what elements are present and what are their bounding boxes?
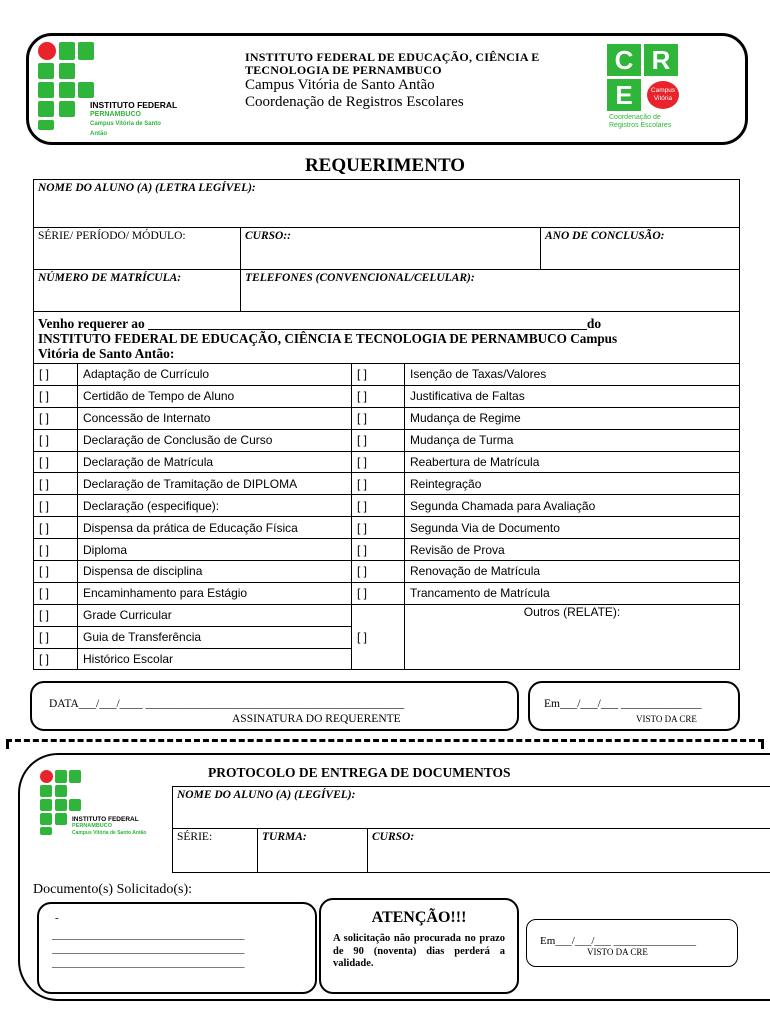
checkbox[interactable]: [ ] [352,364,405,386]
cre-logo [607,44,697,134]
ifpe-logo-small [40,770,160,840]
item-row [34,539,740,561]
institution-block [245,51,540,111]
protocol-series-field[interactable] [173,829,258,873]
series-label: SÉRIE/ PERÍODO/ MÓDULO: [38,230,186,242]
cre-visa-date-line[interactable]: Em___/___/___ ______________ [544,698,702,710]
enrollment-number-label: NÚMERO DE MATRÍCULA: [38,272,182,284]
checkbox[interactable]: [ ] [34,626,78,648]
checkbox-outros[interactable]: [ ] [352,604,405,670]
item-label: Grade Curricular [78,604,352,626]
protocol-class-label: TURMA: [262,831,307,843]
coordination-name: Coordenação de Registros Escolares [245,94,464,110]
protocol-cre-visa-box [526,919,738,967]
attention-title: ATENÇÃO!!! [371,909,467,926]
request-line-1: Venho requerer ao _________________________________________________________________do [38,316,602,331]
protocol-title: PROTOCOLO DE ENTREGA DE DOCUMENTOS [208,765,511,780]
cre-caption-line-2: Registros Escolares [609,122,672,129]
protocol-course-label: CURSO: [372,831,415,843]
item-row [34,561,740,583]
checkbox[interactable]: [ ] [34,539,78,561]
item-label: Histórico Escolar [78,648,352,670]
item-row [34,604,740,626]
course-field[interactable] [241,228,541,270]
cre-letter-c: C [607,44,641,76]
checkbox[interactable]: [ ] [34,582,78,604]
protocol-course-field[interactable] [368,829,770,873]
item-label: Isenção de Taxas/Valores [405,364,740,386]
item-label: Diploma [78,539,352,561]
logo-campus: Campus Vitória de Santo Antão [90,121,161,137]
checkbox[interactable]: [ ] [352,495,405,517]
phones-label: TELEFONES (CONVENCIONAL/CELULAR): [245,272,475,284]
item-label: Concessão de Internato [78,407,352,429]
cre-visa-caption: VISTO DA CRE [636,714,697,724]
item-label: Declaração de Matrícula [78,451,352,473]
checkbox[interactable]: [ ] [352,473,405,495]
enrollment-number-field[interactable] [34,270,241,312]
item-label: Reabertura de Matrícula [405,451,740,473]
item-row [34,517,740,539]
protocol-series-label: SÉRIE: [177,831,213,843]
item-label: Trancamento de Matrícula [405,582,740,604]
item-row [34,473,740,495]
item-label: Segunda Via de Documento [405,517,740,539]
conclusion-year-field[interactable] [541,228,740,270]
cre-caption [609,114,671,130]
request-statement [34,312,740,364]
checkbox[interactable]: [ ] [34,364,78,386]
logo-name: INSTITUTO FEDERAL [90,100,178,110]
logo-state: PERNAMBUCO [90,111,141,118]
signature-caption: ASSINATURA DO REQUERENTE [232,713,401,725]
checkbox[interactable]: [ ] [34,648,78,670]
item-label: Declaração (especifique): [78,495,352,517]
item-row [34,582,740,604]
checkbox[interactable]: [ ] [352,451,405,473]
checkbox[interactable]: [ ] [34,429,78,451]
checkbox[interactable]: [ ] [352,385,405,407]
cut-line [6,739,764,742]
checkbox[interactable]: [ ] [34,561,78,583]
conclusion-year-label: ANO DE CONCLUSÃO: [545,230,665,242]
checkbox[interactable]: [ ] [352,407,405,429]
checkbox[interactable]: [ ] [352,517,405,539]
logo-red-dot [38,42,56,60]
institution-line-2: TECNOLOGIA DE PERNAMBUCO [245,63,442,77]
item-label: Segunda Chamada para Avaliação [405,495,740,517]
cre-letter-r: R [644,44,678,76]
item-label: Mudança de Regime [405,407,740,429]
item-label: Justificativa de Faltas [405,385,740,407]
protocol-visa-date-line[interactable]: Em___/___/___ _______________ [540,935,697,947]
item-label: Dispensa da prática de Educação Física [78,517,352,539]
doc-line-2: ___________________________________ [52,943,245,955]
logo-small-campus: Campus Vitória de Santo Antão [72,830,147,836]
checkbox[interactable]: [ ] [34,385,78,407]
item-row [34,385,740,407]
course-label: CURSO:: [245,230,292,242]
checkbox[interactable]: [ ] [34,517,78,539]
phones-field[interactable] [241,270,740,312]
checkbox[interactable]: [ ] [352,561,405,583]
request-items-table [33,363,740,670]
outros-field[interactable] [405,604,740,670]
checkbox[interactable]: [ ] [352,429,405,451]
student-name-field[interactable] [34,180,740,228]
item-label: Dispensa de disciplina [78,561,352,583]
cre-visa-box [528,681,740,731]
protocol-info-table [172,786,770,873]
item-label: Adaptação de Currículo [78,364,352,386]
item-label: Mudança de Turma [405,429,740,451]
doc-line-1: ___________________________________ [52,929,245,941]
signature-box [30,681,519,731]
requested-documents-box[interactable] [37,902,317,994]
cre-letter-e: E [607,79,641,111]
doc-line-3: ___________________________________ [52,957,245,969]
item-row [34,407,740,429]
outros-label: Outros (RELATE): [523,604,621,619]
page-title: REQUERIMENTO [304,155,466,176]
student-name-label: NOME DO ALUNO (A) (LETRA LEGÍVEL): [38,182,256,194]
cre-caption-line-1: Coordenação de [609,114,661,121]
checkbox[interactable]: [ ] [34,473,78,495]
item-label: Encaminhamento para Estágio [78,582,352,604]
campus-name: Campus Vitória de Santo Antão [245,77,435,93]
logo-small-name: INSTITUTO FEDERAL [72,816,139,823]
item-row [34,364,740,386]
item-label: Guia de Transferência [78,626,352,648]
doc-dash: - [55,912,59,924]
cre-badge: Campus Vitória [647,81,679,109]
item-row [34,429,740,451]
doc-lines [52,928,245,970]
cut-line-right-tick [761,739,764,749]
series-field[interactable] [34,228,241,270]
date-signature-line[interactable]: DATA___/___/____ _____________________________________________ [49,698,405,710]
checkbox[interactable]: [ ] [352,582,405,604]
cut-line-left-tick [6,739,9,749]
item-label: Revisão de Prova [405,539,740,561]
attention-text: A solicitação não procurada no prazo de 90 (noventa) dias perderá a validade. [333,933,505,969]
item-label: Reintegração [405,473,740,495]
protocol-class-field[interactable] [258,829,368,873]
checkbox[interactable]: [ ] [34,451,78,473]
logo-small-state: PERNAMBUCO [72,823,113,829]
checkbox[interactable]: [ ] [34,407,78,429]
item-row [34,451,740,473]
request-line-3: Vitória de Santo Antão: [38,346,175,361]
item-label: Certidão de Tempo de Aluno [78,385,352,407]
item-row [34,495,740,517]
item-label: Renovação de Matrícula [405,561,740,583]
item-label: Declaração de Conclusão de Curso [78,429,352,451]
checkbox[interactable]: [ ] [34,495,78,517]
attention-box [319,898,519,994]
item-label: Declaração de Tramitação de DIPLOMA [78,473,352,495]
student-info-table [33,179,740,364]
request-line-2: INSTITUTO FEDERAL DE EDUCAÇÃO, CIÊNCIA E TECNOLOGIA DE PERNAMBUCO Campus [38,331,618,346]
protocol-visa-caption: VISTO DA CRE [587,947,648,957]
protocol-student-name-label: NOME DO ALUNO (A) (LEGÍVEL): [177,789,356,801]
institution-line-1: INSTITUTO FEDERAL DE EDUCAÇÃO, CIÊNCIA E [245,50,540,64]
checkbox[interactable]: [ ] [34,604,78,626]
requested-documents-label: Documento(s) Solicitado(s): [33,882,193,897]
checkbox[interactable]: [ ] [352,539,405,561]
ifpe-logo [38,42,178,137]
protocol-student-name-field[interactable] [173,787,770,829]
